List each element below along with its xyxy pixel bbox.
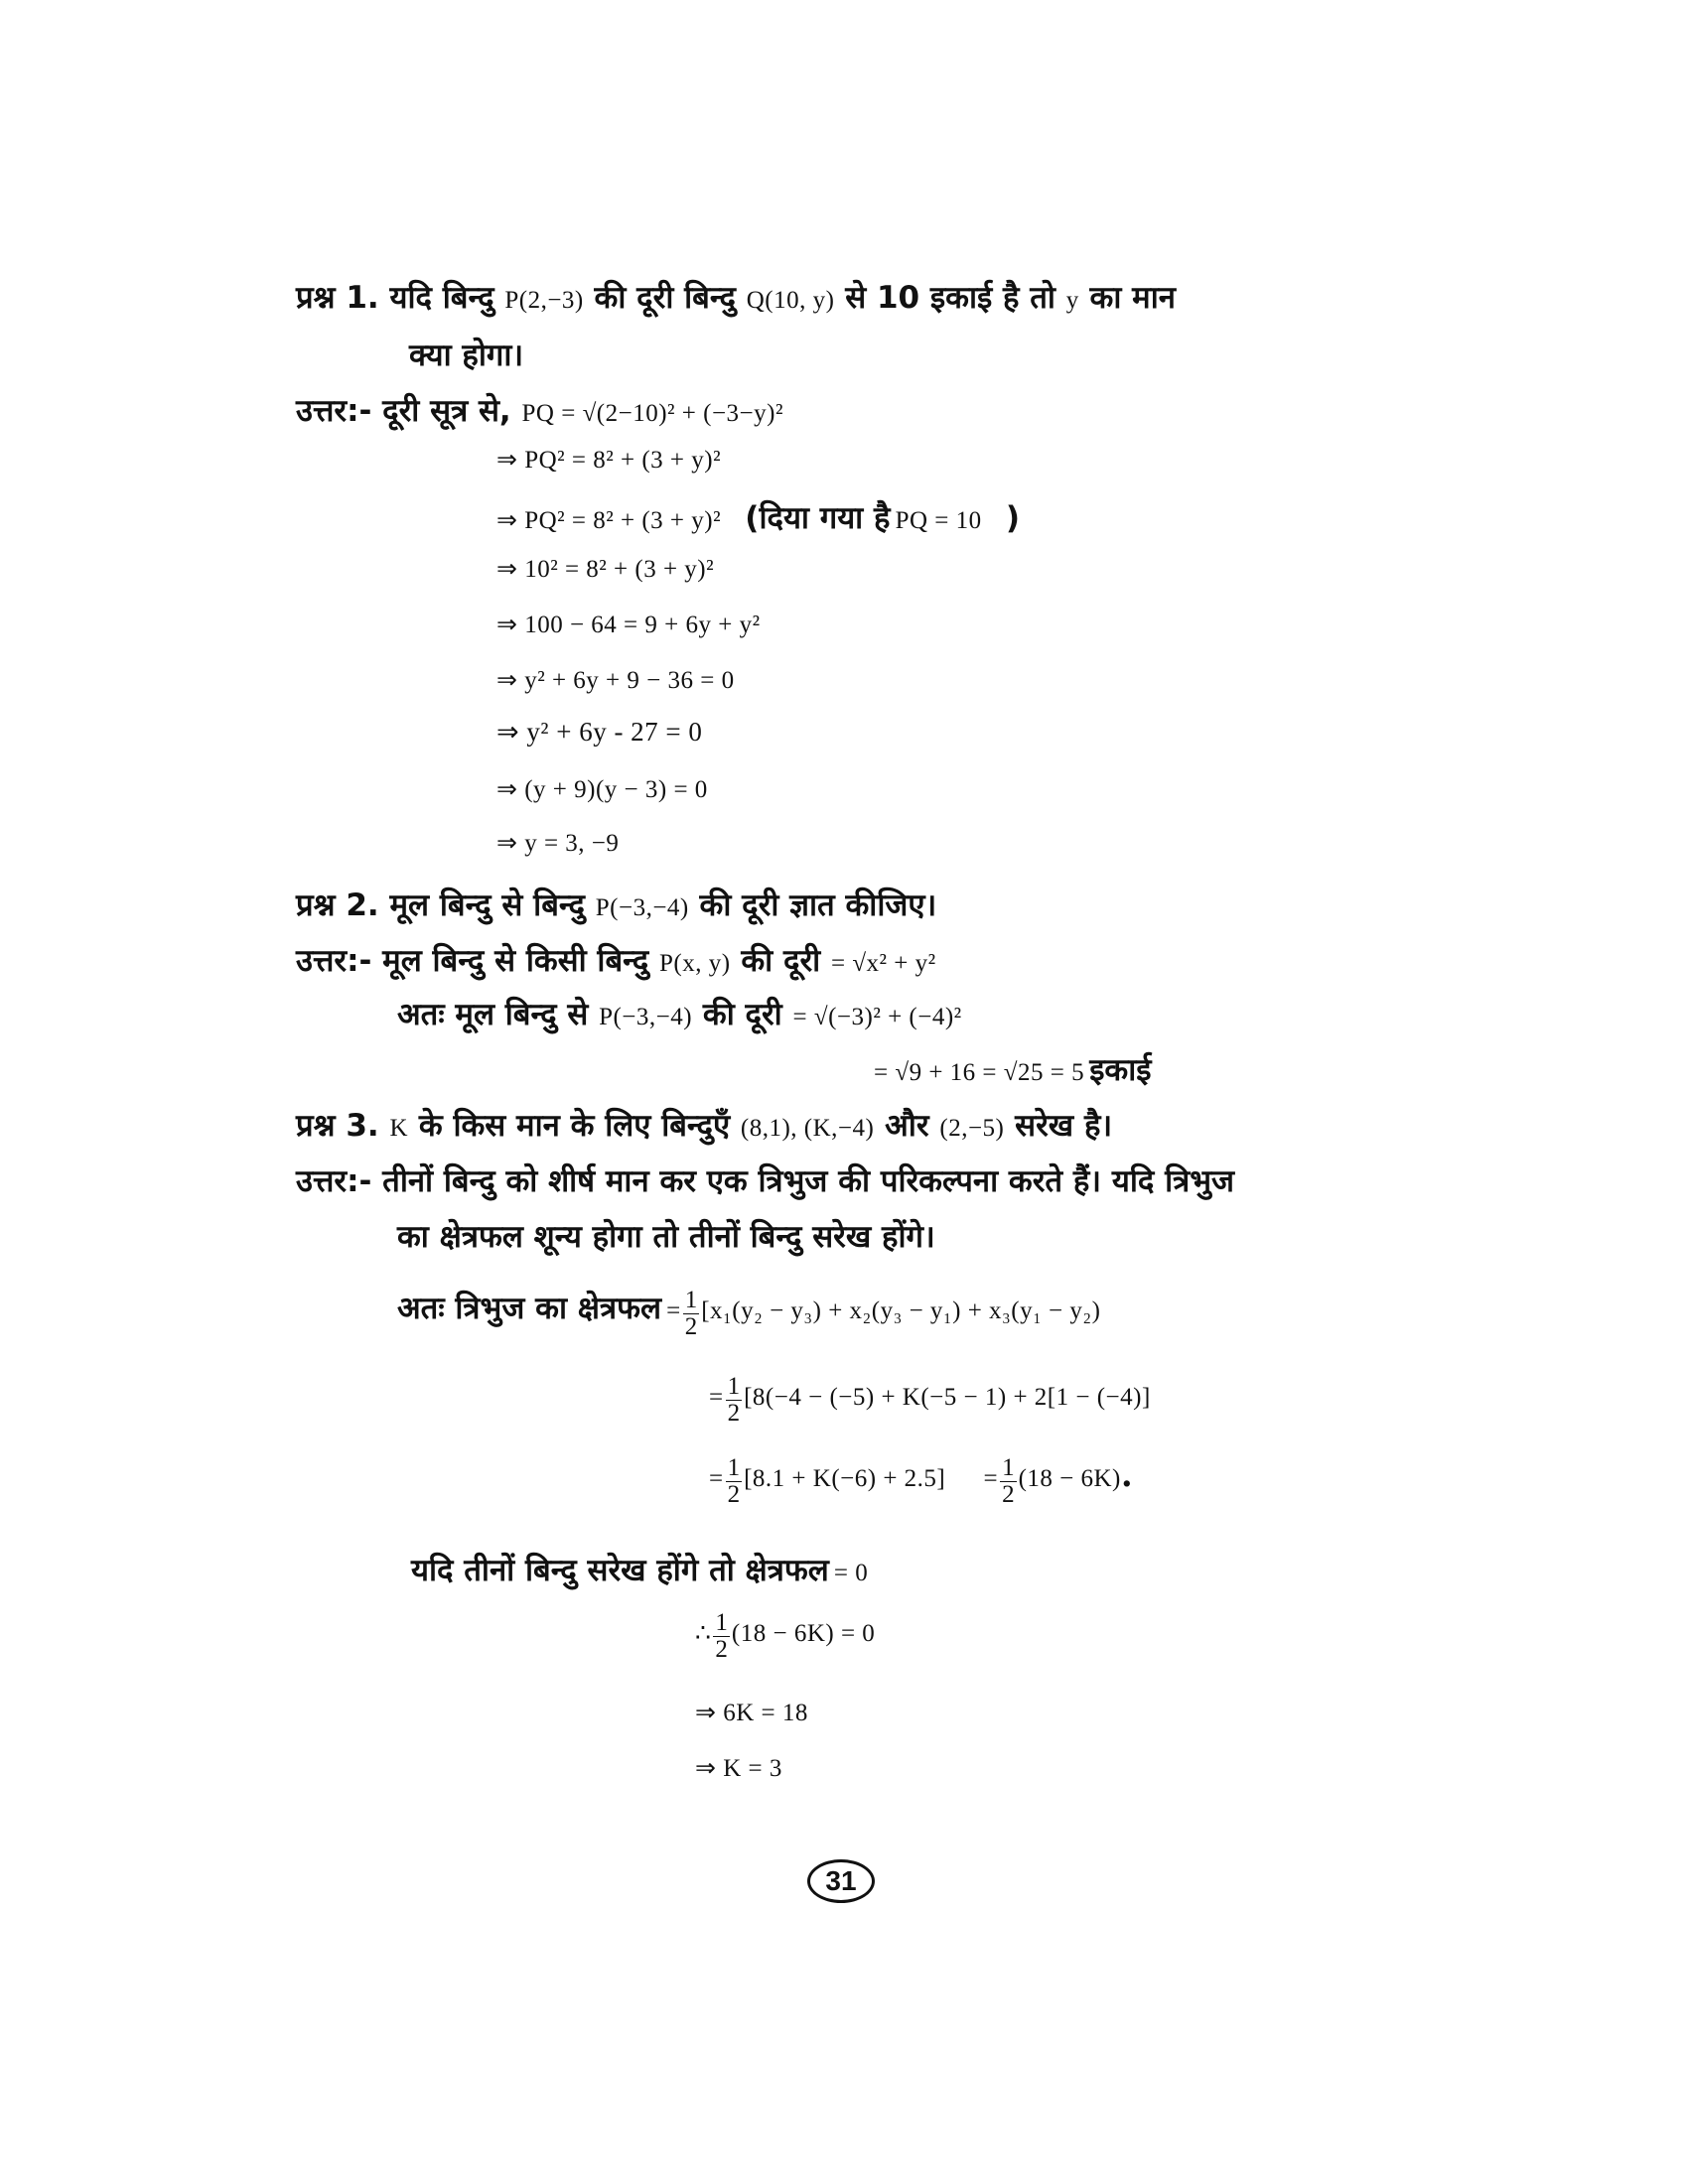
a3-eq1-row — [695, 1610, 875, 1663]
a3-line1 — [296, 1160, 1234, 1201]
a3-half-fraction: $\frac{1}{2}$ — [684, 1287, 698, 1340]
q3-point3: (2,−5) — [939, 1115, 1005, 1142]
a3-sub1: [8(−4 − (−5) + K(−5 − 1) + 2[1 − (−4)] — [744, 1384, 1151, 1411]
a3-sub2b: (18 − 6K) — [1018, 1465, 1121, 1492]
q1-label: प्रश्न 1. — [296, 280, 379, 316]
q3-label: प्रश्न 3. — [296, 1108, 379, 1144]
a3-therefore: ∴ — [695, 1620, 712, 1647]
a1-given-value: PQ = 10 — [895, 507, 982, 534]
a3-sub2-row: = $\frac{1}{2}$ [8.1 + K(−6) + 2.5] = $\frac{1}{2}$ (18 − 6K). — [709, 1454, 1133, 1508]
a2-line3-formula: = √9 + 16 = √25 = 5 — [874, 1059, 1085, 1086]
a3-text-line1: तीनों बिन्दु को शीर्ष मान कर एक त्रिभुज की परिकल्पना करते हैं। यदि त्रिभुज — [382, 1163, 1235, 1199]
a3-line2: का क्षेत्रफल शून्य होगा तो तीनों बिन्दु सरेख होंगे। — [397, 1219, 935, 1255]
a2-line1 — [296, 939, 936, 981]
q1-line1 — [296, 276, 1176, 318]
q1-var-y: y — [1065, 287, 1079, 314]
a3-sub2-fraction-b: $\frac{1}{2}$ — [1002, 1454, 1015, 1508]
a2-line2-point: P(−3,−4) — [599, 1004, 693, 1030]
q2-text-a: मूल बिन्दु से बिन्दु — [389, 887, 585, 923]
q1-point-q: Q(10, y) — [746, 287, 835, 314]
q2-label: प्रश्न 2. — [296, 887, 379, 923]
q1-text-a: यदि बिन्दु — [389, 280, 494, 316]
a2-formula: = √x² + y² — [830, 950, 936, 977]
a3-eq1-fraction: $\frac{1}{2}$ — [715, 1609, 728, 1663]
a1-step-2: ⇒ PQ² = 8² + (3 + y)² — [496, 507, 722, 534]
a3-condition-row — [411, 1549, 868, 1590]
a3-sub2-fraction-a: $\frac{1}{2}$ — [727, 1454, 741, 1508]
a1-label: उत्तर:- — [296, 393, 372, 429]
a2-label: उत्तर:- — [296, 943, 372, 979]
q3-var-k: K — [389, 1115, 409, 1142]
a1-line1 — [296, 389, 783, 431]
a3-condition-value: = 0 — [833, 1560, 869, 1586]
a1-intro: दूरी सूत्र से, — [382, 393, 511, 429]
a1-step-2-row — [496, 496, 1020, 538]
a3-sub2a: [8.1 + K(−6) + 2.5] — [744, 1465, 946, 1492]
a1-step-4: ⇒ 100 − 64 = 9 + 6y + y² — [496, 612, 761, 638]
a2-line2-text-a: अतः मूल बिन्दु से — [397, 997, 589, 1032]
a2-point-xy: P(x, y) — [659, 950, 731, 977]
q2-line — [296, 884, 936, 925]
a1-step-5: ⇒ y² + 6y + 9 − 36 = 0 — [496, 667, 735, 694]
a3-area-label: अतः त्रिभुज का क्षेत्रफल — [397, 1291, 662, 1326]
q1-line2: क्या होगा। — [409, 338, 524, 373]
a3-condition-text: यदि तीनों बिन्दु सरेख होंगे तो क्षेत्रफल — [411, 1553, 829, 1588]
q1-text-c: से 10 इकाई है तो — [845, 280, 1055, 316]
a1-given-open: (दिया गया है — [745, 500, 891, 536]
a3-eq2: ⇒ 6K = 18 — [695, 1700, 808, 1726]
a1-step-8: ⇒ y = 3, −9 — [496, 830, 620, 857]
q1-text-d: का मान — [1089, 280, 1176, 316]
q2-text-b: की दूरी ज्ञात कीजिए। — [699, 887, 937, 923]
a3-area-formula: [x₁(y₂ − y₃) + x₂(y₃ − y₁) + x₃(y₁ − y₂) — [701, 1297, 1101, 1324]
a2-line3-unit: इकाई — [1089, 1052, 1152, 1088]
q3-line — [296, 1104, 1112, 1146]
a2-line3 — [874, 1048, 1151, 1090]
a2-text-a: मूल बिन्दु से किसी बिन्दु — [382, 943, 649, 979]
a3-eq3: ⇒ K = 3 — [695, 1755, 782, 1782]
a2-line2-text-b: की दूरी — [702, 997, 782, 1032]
a1-distance-formula: PQ = √(2−10)² + (−3−y)² — [521, 400, 783, 427]
q3-and: और — [885, 1108, 929, 1144]
q2-point: P(−3,−4) — [595, 894, 689, 921]
q1-text-b: की दूरी बिन्दु — [594, 280, 736, 316]
a3-sub1-row: = $\frac{1}{2}$ [8(−4 − (−5) + K(−5 − 1) + 2[1 − (−4)] — [709, 1373, 1151, 1427]
a2-line2 — [397, 993, 962, 1034]
a3-label: उत्तर:- — [296, 1163, 372, 1199]
a1-step-7: ⇒ (y + 9)(y − 3) = 0 — [496, 776, 708, 803]
q3-text-b: सरेख है। — [1015, 1108, 1113, 1144]
a1-step-3: ⇒ 10² = 8² + (3 + y)² — [496, 556, 715, 583]
q3-text-a: के किस मान के लिए बिन्दुएँ — [418, 1108, 731, 1144]
a3-eq1: (18 − 6K) = 0 — [731, 1620, 876, 1647]
q1-point-p: P(2,−3) — [504, 287, 584, 314]
a1-given-close: ) — [1005, 500, 1020, 536]
a1-step-6: ⇒ y² + 6y - 27 = 0 — [496, 717, 703, 747]
a2-line2-formula: = √(−3)² + (−4)² — [792, 1004, 962, 1030]
a2-text-b: की दूरी — [741, 943, 821, 979]
page-number: 31 — [807, 1859, 875, 1903]
q3-points: (8,1), (K,−4) — [740, 1115, 875, 1142]
a3-area-row: अतः त्रिभुज का क्षेत्रफल = $\frac{1}{2}$ [x₁(y₂ − y₃) + x₂(y₃ − y₁) + x₃(y₁ − y₂) — [397, 1287, 1101, 1340]
a3-sub1-fraction: $\frac{1}{2}$ — [727, 1373, 741, 1427]
a1-step-1: ⇒ PQ² = 8² + (3 + y)² — [496, 447, 722, 474]
